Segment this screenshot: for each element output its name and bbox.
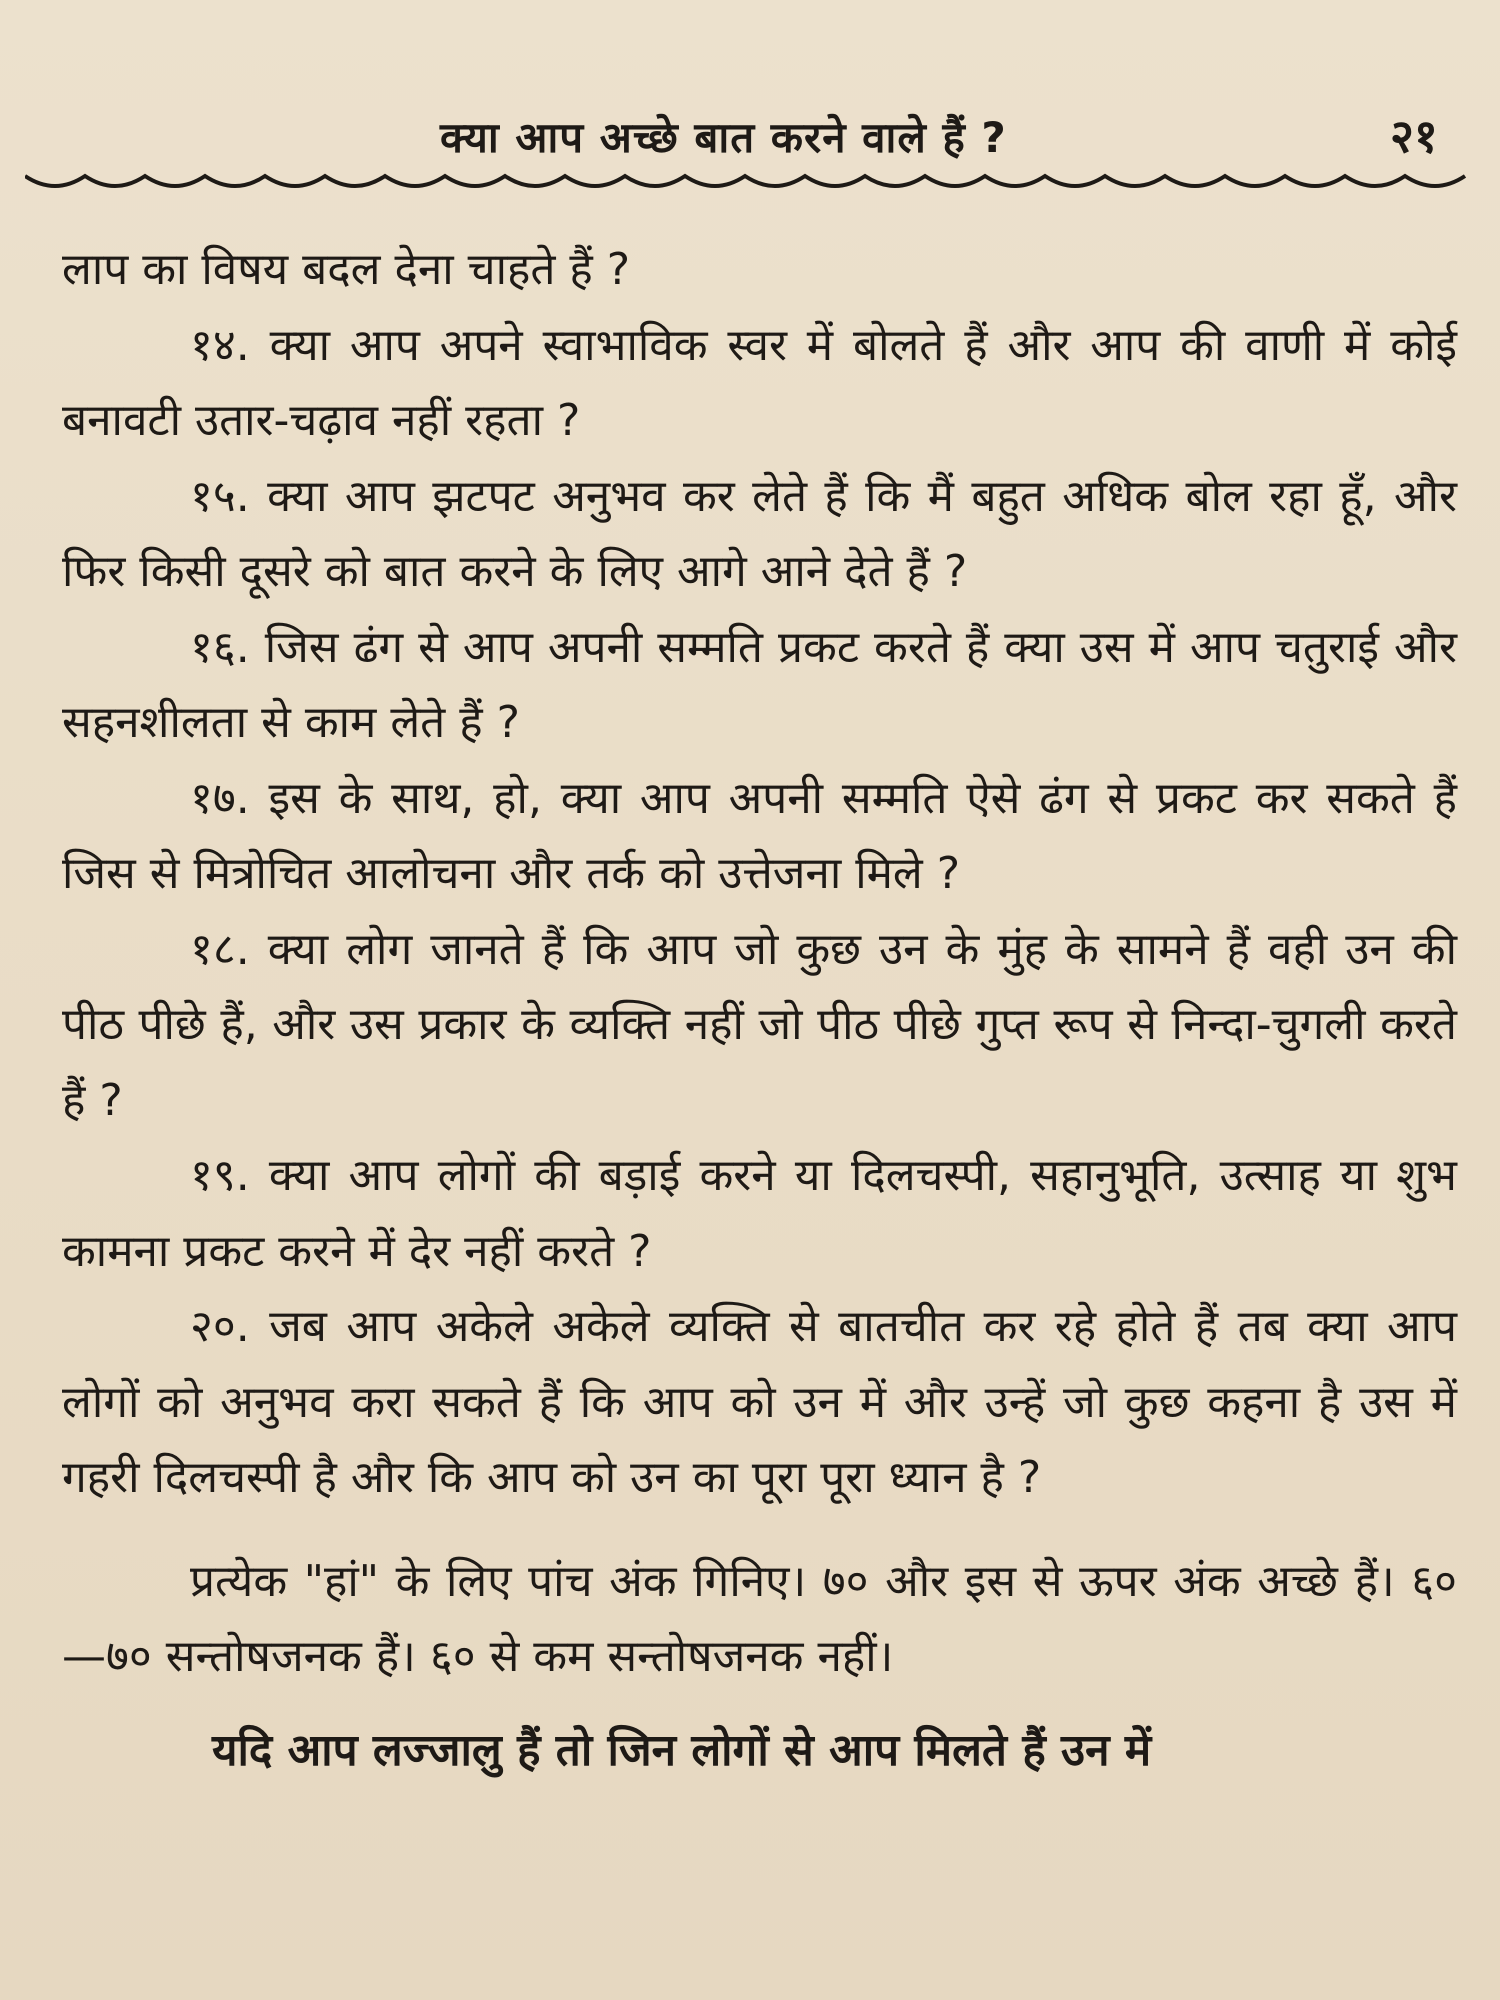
question-20: २०. जब आप अकेले अकेले व्यक्ति से बातचीत कर रहे होते हैं तब क्या आप लोगों को अनुभव करा सकते हैं कि आप को उन में और उन्हें जो कुछ कहना है उस में गहरी दिलचस्पी है और कि आप को उन का पूरा पूरा ध्यान है ? [62,1301,1457,1503]
wavy-rule-ornament [25,170,1475,200]
scoring-instructions: प्रत्येक "हां" के लिए पांच अंक गिनिए। ७० और इस से ऊपर अंक अच्छे हैं। ६०—७० सन्तोषजनक हैं। ६० से कम सन्तोषजनक नहीं। [62,1555,1457,1682]
question-18: १८. क्या लोग जानते हैं कि आप जो कुछ उन के मुंह के सामने हैं वही उन की पीठ पीछे हैं, और उस प्रकार के व्यक्ति नहीं जो पीठ पीछे गुप्त रूप से निन्दा-चुगली करते हैं ? [62,923,1457,1126]
body-text [62,232,1457,1788]
running-title: क्या आप अच्छे बात करने वाले हैं ? [440,113,1007,162]
question-15: १५. क्या आप झटपट अनुभव कर लेते हैं कि मैं बहुत अधिक बोल रहा हूँ, और फिर किसी दूसरे को बात करने के लिए आगे आने देते हैं ? [62,470,1457,597]
closing-paragraph: यदि आप लज्जालु हैं तो जिन लोगों से आप मिलते हैं उन में [212,1724,1152,1776]
question-17: १७. इस के साथ, हो, क्या आप अपनी सम्मति ऐसे ढंग से प्रकट कर सकते हैं जिस से मित्रोचित आलोचना और तर्क को उत्तेजना मिले ? [62,772,1457,899]
question-14: १४. क्या आप अपने स्वाभाविक स्वर में बोलते हैं और आप की वाणी में कोई बनावटी उतार-चढ़ाव नहीं रहता ? [62,319,1457,446]
paragraph-continuation: लाप का विषय बदल देना चाहते हैं ? [62,244,631,295]
page-number: २१ [1390,109,1438,163]
question-16: १६. जिस ढंग से आप अपनी सम्मति प्रकट करते हैं क्या उस में आप चतुराई और सहनशीलता से काम लेते हैं ? [62,621,1457,748]
question-19: १९. क्या आप लोगों की बड़ाई करने या दिलचस्पी, सहानुभूति, उत्साह या शुभ कामना प्रकट करने में देर नहीं करते ? [62,1150,1457,1277]
running-header [0,100,1500,170]
